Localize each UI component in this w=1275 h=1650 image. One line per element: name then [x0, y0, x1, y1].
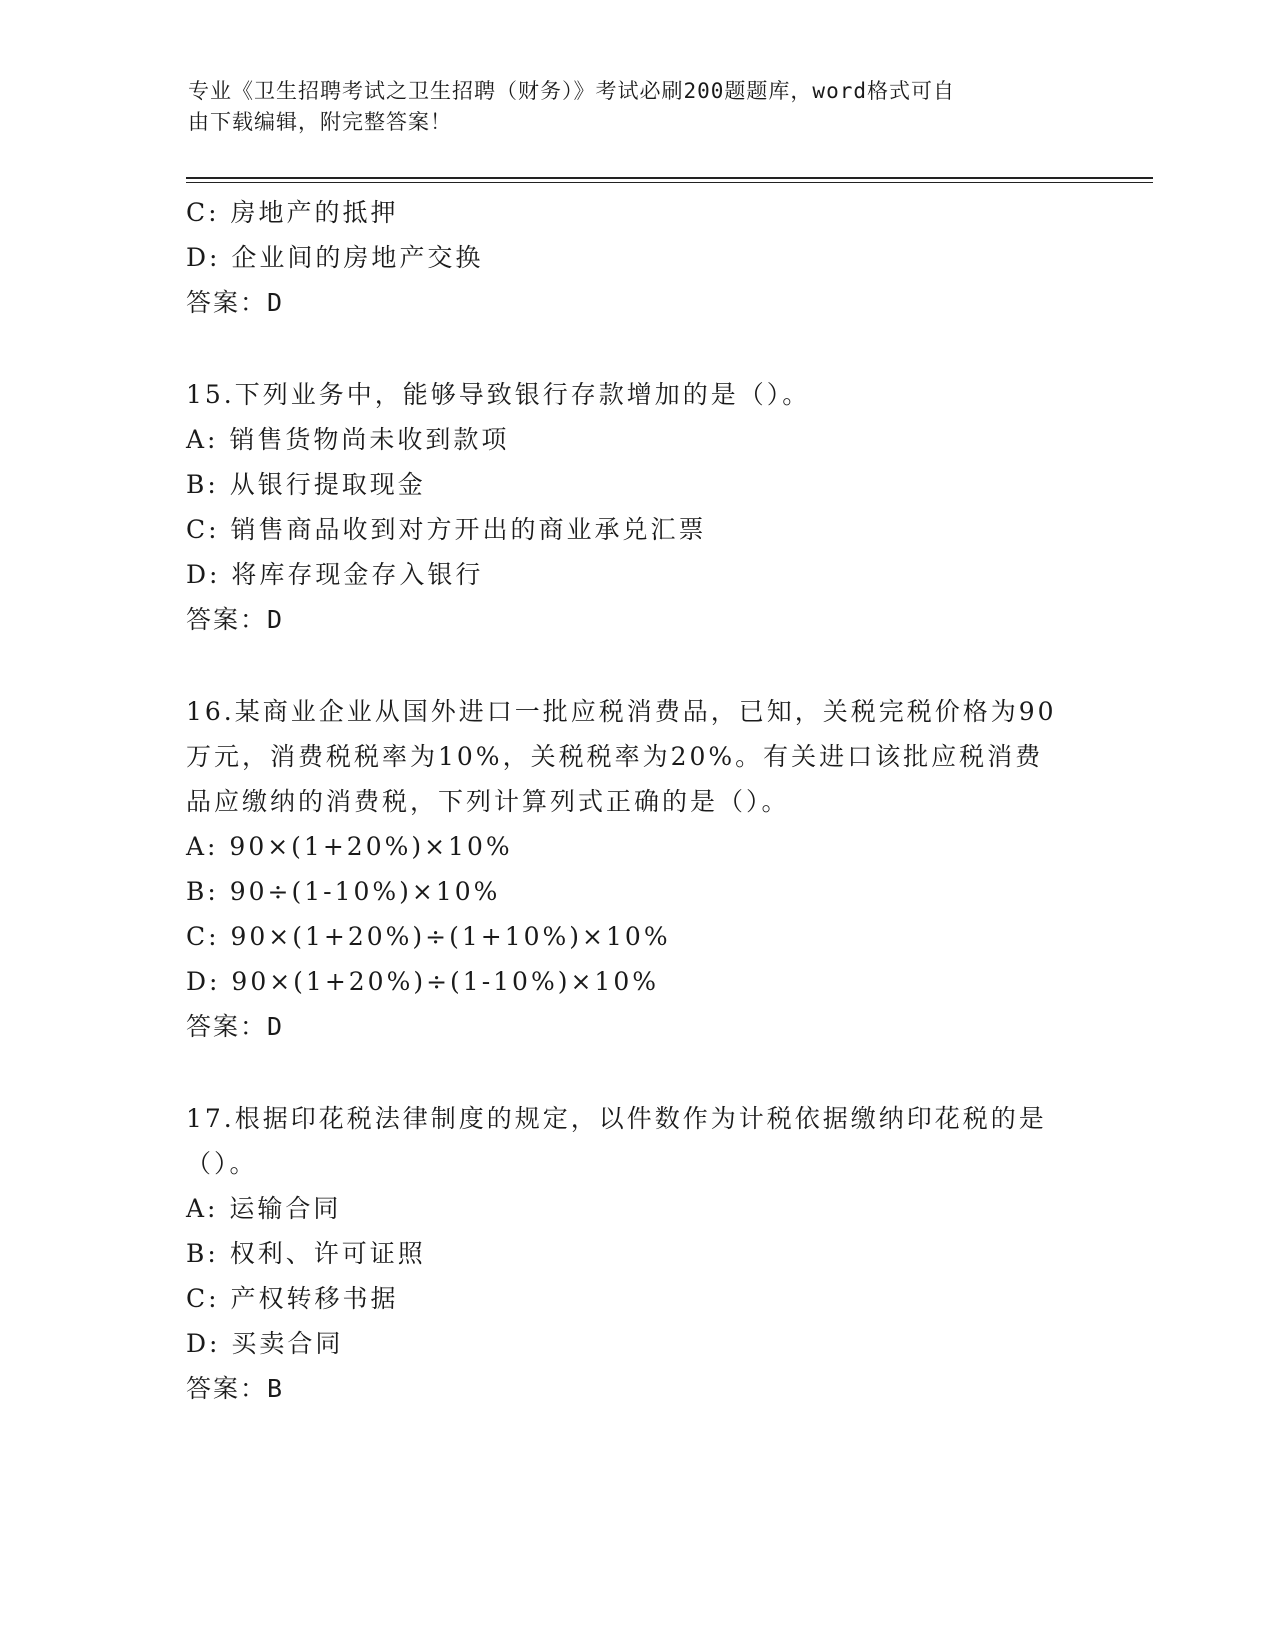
- option-c: C: 销售商品收到对方开出的商业承兑汇票: [186, 515, 707, 544]
- question-15: [186, 372, 1086, 642]
- question-stem-line-1: 17.根据印花税法律制度的规定，以件数作为计税依据缴纳印花税的是: [186, 1104, 1047, 1133]
- question-stem-line-3: 品应缴纳的消费税，下列计算列式正确的是（）。: [186, 787, 790, 816]
- answer: 答案：D: [186, 1012, 285, 1041]
- question-14: [186, 190, 1086, 325]
- spacer: [186, 1049, 1086, 1096]
- option-c: C: 房地产的抵押: [186, 198, 399, 227]
- option-c: C: 产权转移书据: [186, 1284, 399, 1313]
- question-list: [186, 190, 1086, 1411]
- option-b: B: 从银行提取现金: [186, 470, 426, 499]
- option-a: A: 运输合同: [186, 1194, 342, 1223]
- option-b: B: 权利、许可证照: [186, 1239, 426, 1268]
- header-line-2: 由下载编辑，附完整答案！: [188, 110, 452, 134]
- spacer: [186, 325, 1086, 372]
- question-stem-line-1: 16.某商业企业从国外进口一批应税消费品，已知，关税完税价格为90: [186, 697, 1057, 726]
- header-line-1: 专业《卫生招聘考试之卫生招聘（财务）》考试必刷200题题库，word格式可自: [188, 79, 955, 103]
- option-d: D: 企业间的房地产交换: [186, 243, 484, 272]
- option-d: D: 将库存现金存入银行: [186, 560, 484, 589]
- answer: 答案：D: [186, 605, 285, 634]
- header-divider-thick: [186, 177, 1153, 179]
- spacer: [186, 642, 1086, 689]
- option-a: A: 90×(1+20%)×10%: [186, 832, 513, 861]
- question-stem-line-2: 万元，消费税税率为10%，关税税率为20%。有关进口该批应税消费: [186, 742, 1044, 771]
- question-16: [186, 689, 1086, 1049]
- option-b: B: 90÷(1-10%)×10%: [186, 877, 501, 906]
- question-17: [186, 1096, 1086, 1411]
- header-divider-thin: [186, 182, 1153, 183]
- option-c: C: 90×(1+20%)÷(1+10%)×10%: [186, 922, 671, 951]
- question-stem-line-2: （）。: [186, 1149, 258, 1178]
- option-a: A: 销售货物尚未收到款项: [186, 425, 510, 454]
- option-d: D: 买卖合同: [186, 1329, 344, 1358]
- answer: 答案：B: [186, 1374, 285, 1403]
- document-header: [188, 76, 1068, 138]
- option-d: D: 90×(1+20%)÷(1-10%)×10%: [186, 967, 659, 996]
- answer: 答案：D: [186, 288, 285, 317]
- question-stem: 15.下列业务中，能够导致银行存款增加的是（）。: [186, 380, 811, 409]
